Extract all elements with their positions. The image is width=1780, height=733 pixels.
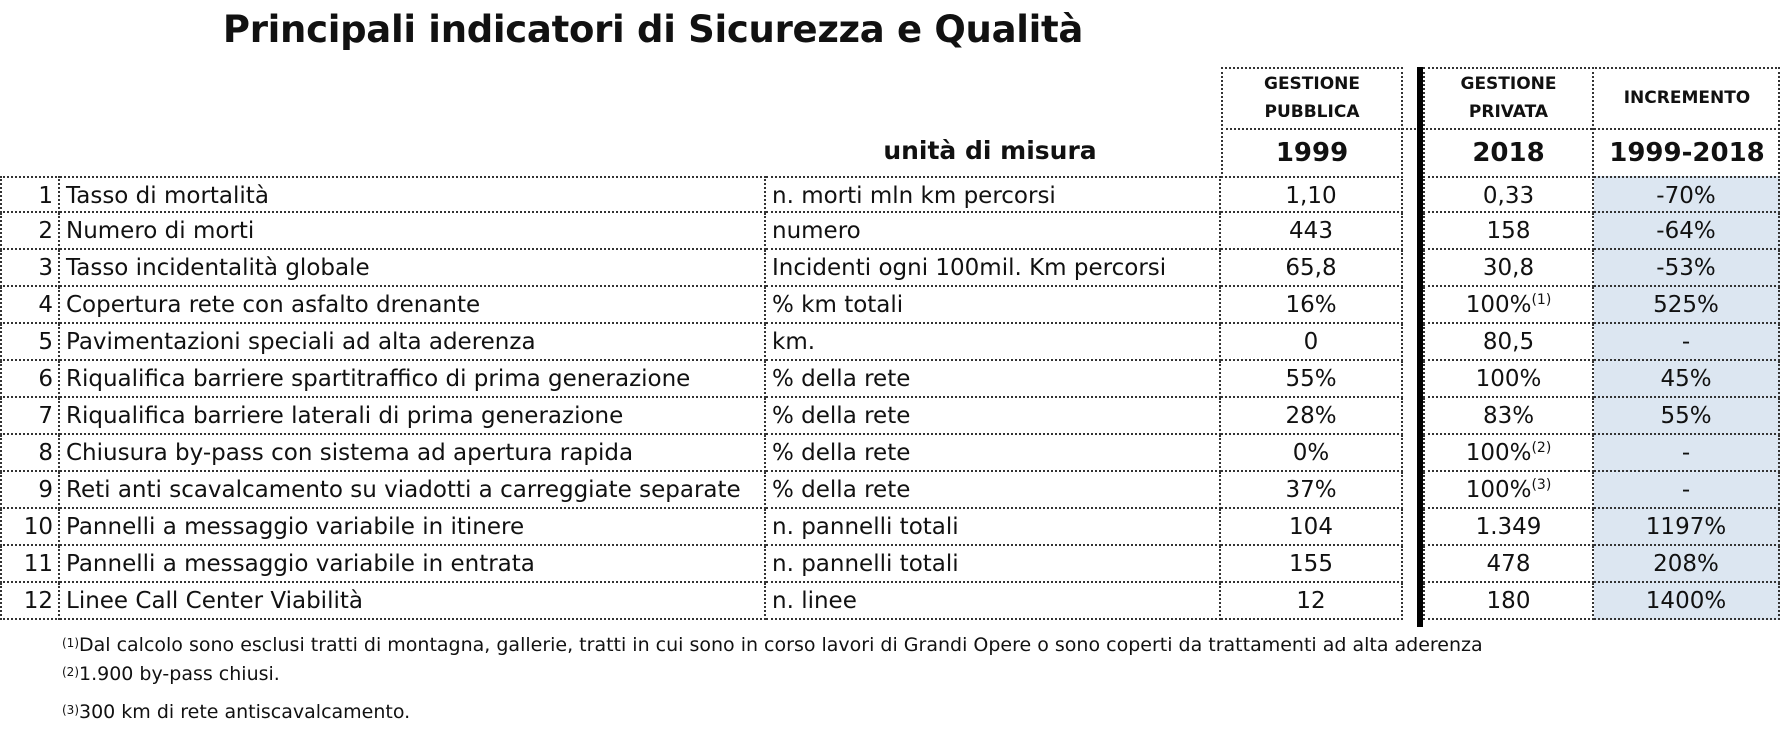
value-1999-text: 37% [1285,477,1337,503]
indicator-name-text: Numero di morti [66,218,255,244]
table-row [0,361,1780,398]
footnote-2-mark: (2) [62,665,79,679]
value-2018 [1423,509,1594,546]
footnote-ref: (2) [1531,440,1552,456]
footnote-ref: (3) [1531,477,1552,493]
unit-of-measure [766,287,1221,324]
row-number [0,287,60,324]
indicator-name [60,287,766,324]
table-row [0,583,1780,620]
value-2018 [1423,361,1594,398]
increment-value [1594,546,1780,583]
indicator-name [60,324,766,361]
increment-value [1594,509,1780,546]
value-2018-text: 30,8 [1482,255,1535,281]
value-1999 [1221,472,1403,509]
unit-of-measure [766,546,1221,583]
increment-value [1594,472,1780,509]
unit-of-measure-text: km. [772,329,816,355]
unit-of-measure-text: % della rete [772,366,911,392]
indicator-name-text: Pavimentazioni speciali ad alta aderenza [66,329,536,355]
increment-value-text: 55% [1660,403,1712,429]
row-number-text: 11 [23,551,53,577]
value-2018-text: 180 [1486,588,1531,614]
value-1999 [1221,176,1403,213]
increment-value-text: 525% [1653,292,1719,318]
value-2018 [1423,472,1594,509]
value-2018-text: 100% [1465,477,1532,503]
unit-of-measure-text: numero [772,218,861,244]
indicator-name-text: Tasso incidentalità globale [66,255,370,281]
value-1999 [1221,583,1403,620]
indicator-name [60,398,766,435]
value-1999-text: 12 [1296,588,1326,614]
row-number-text: 1 [38,183,53,209]
increment-value-text: -70% [1656,183,1716,209]
value-1999 [1221,546,1403,583]
indicator-name [60,176,766,213]
header-private-line2: PRIVATA [1468,102,1549,122]
increment-value-text: 45% [1660,366,1712,392]
value-2018 [1423,546,1594,583]
value-2018 [1423,435,1594,472]
indicator-name-text: Linee Call Center Viabilità [66,588,363,614]
row-number-text: 8 [38,440,53,466]
value-1999 [1221,361,1403,398]
indicator-name-text: Tasso di mortalità [66,183,269,209]
value-1999-text: 443 [1289,218,1333,244]
value-2018 [1423,583,1594,620]
unit-of-measure [766,583,1221,620]
footnote-3-mark: (3) [62,703,79,717]
unit-of-measure-text: n. morti mln km percorsi [772,183,1056,209]
unit-of-measure-text: n. pannelli totali [772,514,959,540]
header-increment: INCREMENTO [1623,88,1751,108]
unit-of-measure-text: n. linee [772,588,857,614]
value-1999-text: 0% [1292,440,1330,466]
indicator-name [60,546,766,583]
increment-value [1594,398,1780,435]
table-row [0,435,1780,472]
table-row [0,213,1780,250]
unit-of-measure-text: % della rete [772,440,911,466]
increment-value [1594,176,1780,213]
row-number-text: 9 [38,477,53,503]
row-number-text: 2 [38,218,53,244]
indicator-name [60,509,766,546]
unit-of-measure-text: % della rete [772,403,911,429]
value-2018 [1423,176,1594,213]
row-number-text: 7 [38,403,53,429]
value-1999-text: 65,8 [1285,255,1337,281]
value-1999-text: 28% [1285,403,1337,429]
value-2018-text: 100% [1465,292,1532,318]
value-2018-text: 100% [1475,366,1542,392]
row-number-text: 5 [38,329,53,355]
value-2018-text: 0,33 [1482,183,1535,209]
footnote-1-mark: (1) [62,636,79,650]
indicator-name-text: Pannelli a messaggio variabile in itinere [66,514,525,540]
value-1999-text: 0 [1303,329,1319,355]
increment-value [1594,213,1780,250]
header-private [1423,70,1594,126]
unit-of-measure [766,213,1221,250]
footnote-2-text: 1.900 by-pass chiusi. [79,663,280,685]
unit-of-measure-text: Incidenti ogni 100mil. Km percorsi [772,255,1167,281]
value-2018-text: 478 [1486,551,1531,577]
value-1999-text: 16% [1285,292,1337,318]
value-2018-text: 1.349 [1475,514,1542,540]
footnote-ref: (1) [1531,292,1552,308]
table-row [0,287,1780,324]
value-2018-text: 83% [1482,403,1535,429]
value-1999 [1221,398,1403,435]
value-2018-text: 158 [1486,218,1531,244]
increment-value [1594,250,1780,287]
header-divider [1221,128,1780,130]
increment-value-text: 208% [1653,551,1719,577]
indicator-name-text: Riqualifica barriere spartitraffico di prima generazione [66,366,691,392]
header-unit: unità di misura [883,136,1097,165]
row-number [0,324,60,361]
row-number [0,546,60,583]
indicator-name-text: Reti anti scavalcamento su viadotti a carreggiate separate [66,477,741,503]
table-row [0,509,1780,546]
header-private-year: 2018 [1472,138,1545,168]
indicator-name-text: Copertura rete con asfalto drenante [66,292,481,318]
increment-value-text: 1400% [1645,588,1727,614]
indicator-name [60,435,766,472]
header-private-line1: GESTIONE [1460,74,1557,94]
increment-value-text: -53% [1656,255,1716,281]
row-number [0,250,60,287]
value-1999 [1221,213,1403,250]
indicator-name [60,472,766,509]
value-1999-text: 55% [1285,366,1337,392]
unit-of-measure [766,250,1221,287]
value-2018-text: 100% [1465,440,1532,466]
unit-of-measure [766,361,1221,398]
value-2018 [1423,287,1594,324]
unit-of-measure-text: % km totali [772,292,904,318]
unit-of-measure [766,176,1221,213]
page-title: Principali indicatori di Sicurezza e Qualità [222,8,1084,51]
value-1999 [1221,287,1403,324]
unit-of-measure [766,509,1221,546]
row-number [0,398,60,435]
increment-value [1594,583,1780,620]
row-number-text: 10 [23,514,53,540]
value-2018 [1423,324,1594,361]
increment-value [1594,287,1780,324]
value-1999-text: 155 [1289,551,1333,577]
indicator-name-text: Pannelli a messaggio variabile in entrata [66,551,535,577]
indicator-name [60,213,766,250]
value-2018 [1423,213,1594,250]
unit-of-measure [766,398,1221,435]
unit-of-measure-text: % della rete [772,477,911,503]
increment-value-text: -64% [1656,218,1716,244]
increment-value [1594,324,1780,361]
unit-of-measure [766,472,1221,509]
row-number [0,361,60,398]
row-number [0,176,60,213]
table-row [0,324,1780,361]
increment-value-text: - [1681,477,1691,503]
row-number [0,213,60,250]
row-number-text: 4 [38,292,53,318]
unit-of-measure-text: n. pannelli totali [772,551,959,577]
indicator-name [60,361,766,398]
indicator-name [60,583,766,620]
table-row [0,472,1780,509]
header-increment-period: 1999-2018 [1609,138,1765,168]
value-1999-text: 1,10 [1285,183,1337,209]
value-1999 [1221,324,1403,361]
footnote-3-text: 300 km di rete antiscavalcamento. [79,701,411,723]
increment-value [1594,435,1780,472]
table-row [0,398,1780,435]
value-2018 [1423,250,1594,287]
increment-value [1594,361,1780,398]
value-1999 [1221,509,1403,546]
header-public-line1: GESTIONE [1263,74,1361,94]
indicator-name [60,250,766,287]
row-number-text: 6 [38,366,53,392]
value-1999-text: 104 [1289,514,1333,540]
table-row [0,176,1780,213]
footnote-1-text: Dal calcolo sono esclusi tratti di montagna, gallerie, tratti in cui sono in corso lavori di Grandi Opere o sono coperti da trattamenti ad alta aderenza [79,634,1483,656]
indicator-name-text: Chiusura by-pass con sistema ad apertura rapida [66,440,634,466]
indicator-name-text: Riqualifica barriere laterali di prima generazione [66,403,624,429]
unit-of-measure [766,435,1221,472]
footnote-3 [62,701,410,723]
row-number-text: 12 [23,588,53,614]
increment-value-text: - [1681,440,1691,466]
value-2018-text: 80,5 [1482,329,1535,355]
unit-of-measure [766,324,1221,361]
header-public [1221,70,1403,126]
row-number [0,509,60,546]
increment-value-text: 1197% [1645,514,1727,540]
table-row [0,250,1780,287]
value-1999 [1221,435,1403,472]
footnote-2 [62,663,280,685]
header-public-year: 1999 [1275,138,1349,168]
header-public-line2: PUBBLICA [1264,102,1360,122]
increment-value-text: - [1681,329,1691,355]
row-number [0,472,60,509]
footnote-1 [62,634,1483,656]
row-number-text: 3 [38,255,53,281]
table-row [0,546,1780,583]
value-1999 [1221,250,1403,287]
row-number [0,583,60,620]
value-2018 [1423,398,1594,435]
row-number [0,435,60,472]
